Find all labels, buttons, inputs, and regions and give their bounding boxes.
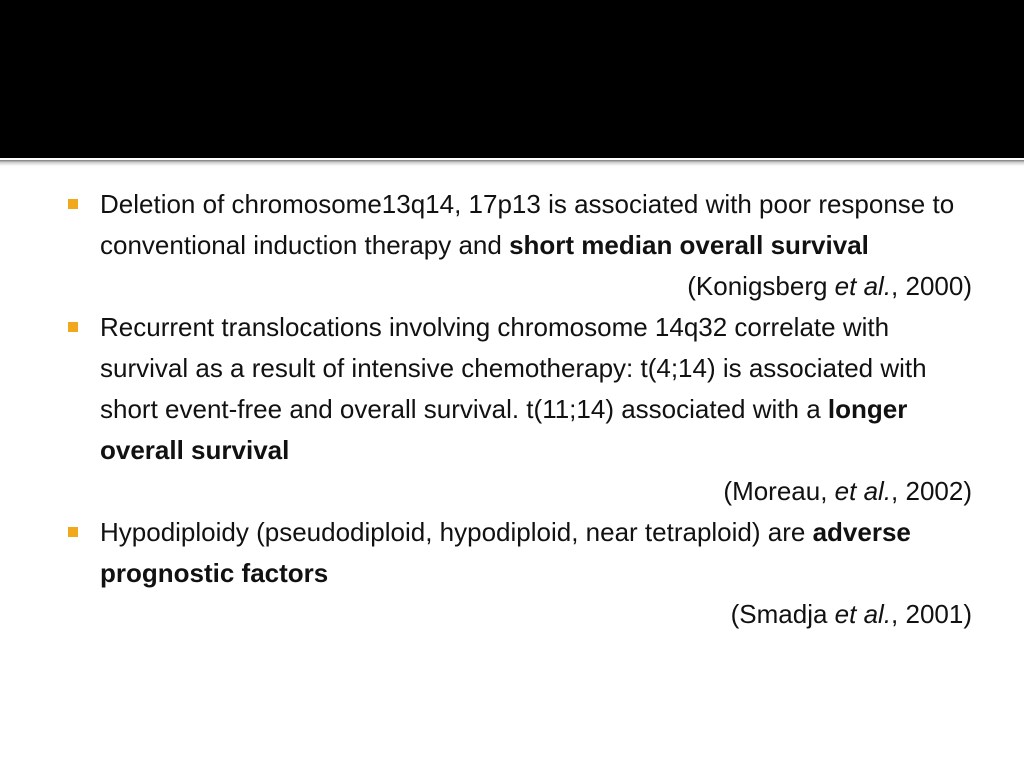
square-bullet-icon [68, 322, 78, 332]
citation-year: , 2001) [891, 599, 972, 629]
bullet-item [62, 184, 982, 266]
citation-etal: et al. [834, 599, 892, 629]
bullet-text-plain: Recurrent translocations involving chromosome 14q32 correlate with survival as a result of intensive chemotherapy: t(4;14) is associated with short event-free and overall survival. t(11;14) associated with a [100, 312, 927, 424]
citation-author: (Smadja [730, 599, 835, 629]
bullet-text [100, 512, 982, 594]
citation [62, 471, 982, 512]
bullet-text-bold: adverse prognostic factors [100, 517, 911, 588]
square-bullet-icon [68, 199, 78, 209]
bullet-text-plain: Deletion of chromosome13q14, 17p13 is associated with poor response to conventional induction therapy and [100, 189, 955, 260]
citation-author: (Konigsberg [687, 271, 835, 301]
title-divider [0, 160, 1024, 166]
square-bullet-icon [68, 527, 78, 537]
bullet-text [100, 184, 982, 266]
citation-year: , 2002) [891, 476, 972, 506]
bullet-text [100, 307, 982, 471]
citation-year: , 2000) [891, 271, 972, 301]
title-band [0, 0, 1024, 158]
bullet-text-bold: short median overall survival [509, 230, 869, 260]
bullet-text-bold: longer overall survival [100, 394, 908, 465]
bullet-item [62, 512, 982, 594]
citation-etal: et al. [834, 271, 892, 301]
citation [62, 266, 982, 307]
slide-content [62, 184, 982, 635]
citation [62, 594, 982, 635]
citation-etal: et al. [834, 476, 892, 506]
bullet-text-plain: Hypodiploidy (pseudodiploid, hypodiploid, near tetraploid) are [100, 517, 813, 547]
bullet-item [62, 307, 982, 471]
citation-author: (Moreau, [723, 476, 835, 506]
